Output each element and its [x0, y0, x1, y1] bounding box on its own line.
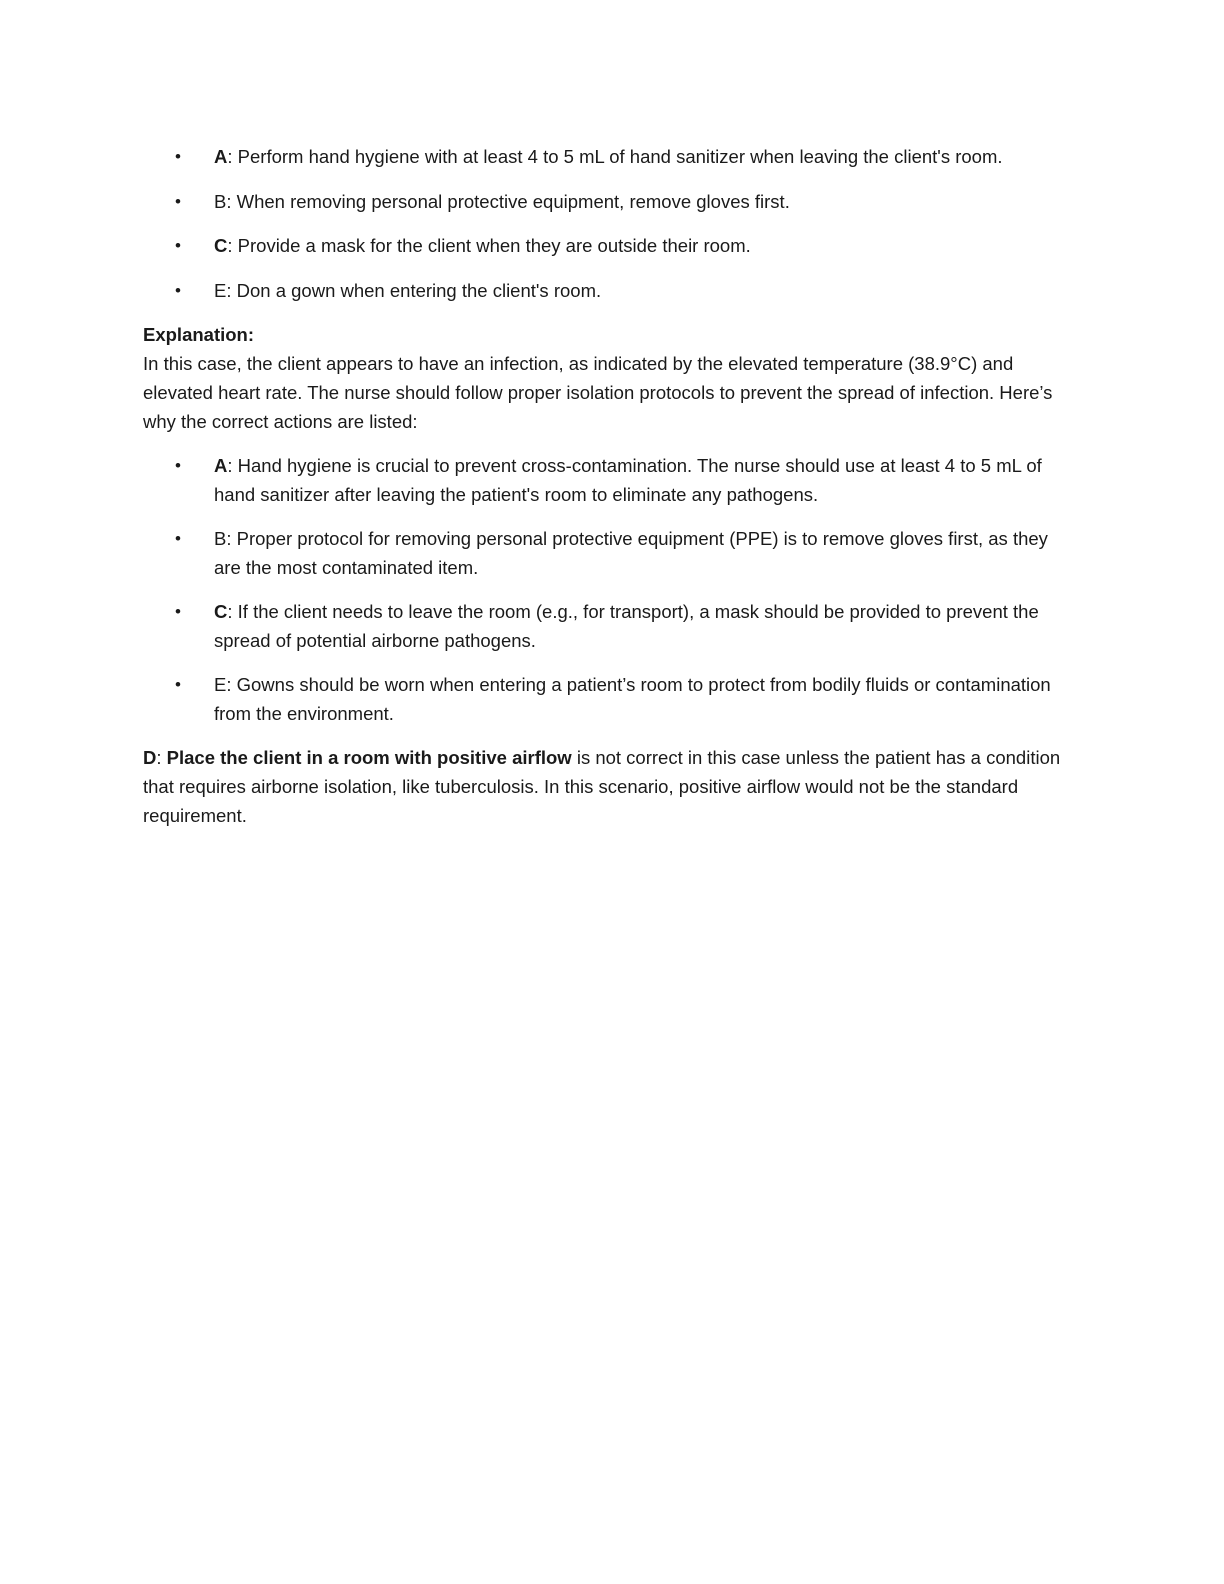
reason-key: B — [214, 528, 227, 549]
bullet-icon: • — [175, 675, 181, 694]
bullet-icon: • — [175, 456, 181, 475]
reason-separator: : — [227, 601, 238, 622]
answer-text: Provide a mask for the client when they are outside their room. — [237, 235, 751, 256]
reason-item — [143, 670, 1073, 728]
reason-key: C — [214, 601, 228, 622]
bullet-icon: • — [175, 191, 181, 211]
answer-separator: : — [226, 190, 237, 212]
closing-bold-text: Place the client in a room with positive airflow — [166, 747, 572, 768]
closing-key: D — [143, 747, 157, 768]
reason-item — [143, 524, 1073, 582]
reason-text: Gowns should be worn when entering a patient’s room to protect from bodily fluids or contamination from the environment. — [214, 674, 1051, 724]
answer-key: C — [214, 235, 228, 256]
reason-text: Proper protocol for removing personal protective equipment (PPE) is to remove gloves first, as they are the most contaminated item. — [214, 528, 1048, 578]
closing-text: is not correct in this case unless the patient has a condition that requires airborne isolation, like tuberculosis. In this scenario, positive airflow would not be the standard requirement. — [143, 747, 1061, 826]
answer-separator: : — [226, 279, 237, 301]
reason-separator: : — [227, 455, 238, 476]
explanation-heading: Explanation: — [143, 324, 255, 345]
answer-separator: : — [227, 146, 238, 167]
answer-text: When removing personal protective equipment, remove gloves first. — [236, 190, 790, 212]
bullet-icon: • — [175, 602, 181, 621]
answer-list — [143, 142, 1073, 305]
answer-separator: : — [227, 235, 238, 256]
reason-item — [143, 451, 1073, 509]
document-content — [143, 142, 1073, 849]
reason-key: E — [214, 674, 227, 695]
reason-separator: : — [226, 528, 237, 549]
explanation-intro: In this case, the client appears to have an infection, as indicated by the elevated temperature (38.9°C) and elevated heart rate. The nurse should follow proper isolation protocols to prevent the spread of infection. Here’s why the correct actions are listed: — [143, 353, 1053, 432]
reason-list — [143, 451, 1073, 728]
answer-key: A — [214, 146, 228, 167]
answer-item — [143, 276, 1073, 305]
answer-item — [143, 231, 1073, 260]
bullet-icon: • — [175, 529, 181, 548]
bullet-icon: • — [175, 236, 181, 255]
reason-separator: : — [226, 674, 237, 695]
answer-key: B — [214, 190, 227, 212]
answer-text: Perform hand hygiene with at least 4 to 5 mL of hand sanitizer when leaving the client's room. — [237, 146, 1003, 167]
closing-paragraph — [143, 743, 1073, 830]
answer-text: Don a gown when entering the client's room. — [236, 279, 602, 301]
reason-text: Hand hygiene is crucial to prevent cross-contamination. The nurse should use at least 4 to 5 mL of hand sanitizer after leaving the patient's room to eliminate any pathogens. — [214, 455, 1042, 505]
reason-text: If the client needs to leave the room (e.g., for transport), a mask should be provided to prevent the spread of potential airborne pathogens. — [214, 601, 1039, 651]
answer-item — [143, 187, 1073, 216]
reason-key: A — [214, 455, 228, 476]
answer-key: E — [214, 279, 227, 301]
reason-item — [143, 597, 1073, 655]
bullet-icon: • — [175, 147, 181, 166]
bullet-icon: • — [175, 280, 181, 300]
closing-separator: : — [156, 747, 167, 768]
answer-item — [143, 142, 1073, 171]
